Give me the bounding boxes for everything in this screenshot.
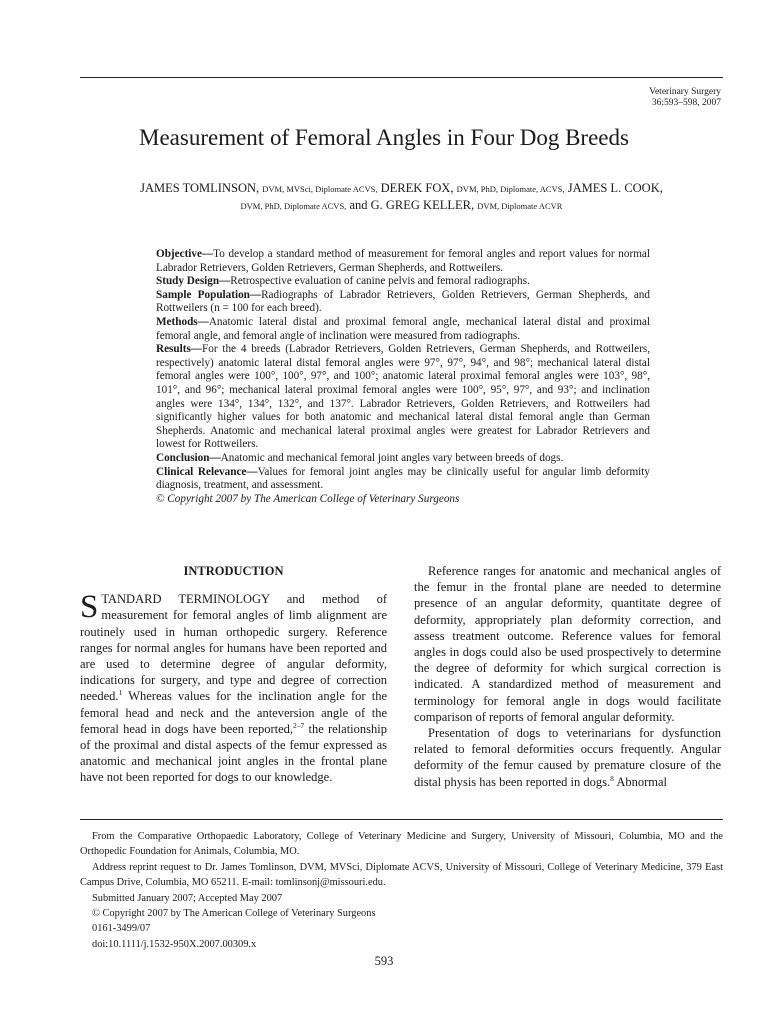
- author-degrees: DVM, PhD, Diplomate, ACVS,: [456, 184, 565, 194]
- abstract-conclusion: [156, 452, 650, 466]
- abstract-objective: [156, 248, 650, 275]
- abstract-label: Study Design—: [156, 275, 231, 288]
- intro-text: TANDARD TERMINOLOGY and method of measurement for femoral angles of limb alignment are routinely used in human orthopedic surgery. Reference ranges for normal angles for humans have been reported and are used to determine degree of angular deformity, indications for surgery, and type and degree of correction needed.: [80, 592, 387, 704]
- author-name: G. GREG KELLER,: [370, 198, 475, 212]
- author-name: JAMES TOMLINSON,: [140, 181, 260, 195]
- abstract-copyright: © Copyright 2007 by The American College of Veterinary Surgeons: [156, 492, 460, 505]
- abstract-results: [156, 343, 650, 452]
- author-degrees: DVM, MVSci, Diplomate ACVS,: [262, 184, 378, 194]
- author-degrees: DVM, PhD, Diplomate ACVS,: [240, 201, 347, 211]
- intro-paragraph-2: Reference ranges for anatomic and mechanical angles of the femur in the frontal plane are needed to determine presence of an angular deformity, quantitate degree of deformity, appropriately plan deformity correction, and assess treatment outcome. Reference values for femoral angles in dogs could also be used prospectively to determine the degree of deformity for which surgical correction is indicated. A standardized method of measurement and terminology for femoral angle in dogs would facilitate comparison of reports of femoral angular deformity.: [414, 564, 721, 724]
- abstract-text: To develop a standard method of measurement for femoral angles and report values for normal Labrador Retrievers, Golden Retrievers, German Shepherds, and Rottweilers.: [156, 248, 650, 274]
- abstract-text: Radiographs of Labrador Retrievers, Golden Retrievers, German Shepherds, and Rottweilers (n = 100 for each breed).: [156, 288, 650, 315]
- reference-link[interactable]: 1: [118, 688, 123, 698]
- author-degrees: DVM, Diplomate ACVR: [477, 201, 563, 211]
- journal-name: Veterinary Surgery: [649, 87, 721, 97]
- page-number: 593: [374, 954, 394, 968]
- article-title: Measurement of Femoral Angles in Four Dog Breeds: [139, 125, 629, 150]
- author-name: DEREK FOX,: [380, 181, 454, 195]
- reference-link[interactable]: 2–7: [293, 720, 305, 730]
- abstract-clinical-relevance: [156, 466, 650, 493]
- footnote-submitted: Submitted January 2007; Accepted May 2007: [92, 892, 283, 904]
- abstract-text: Retrospective evaluation of canine pelvis and femoral radiographs.: [230, 275, 530, 288]
- abstract-label: Objective—: [156, 248, 214, 260]
- footnote-reprint: Address reprint request to Dr. James Tomlinson, DVM, MVSci, Diplomate ACVS, University of Missouri, College of Veterinary Medicine, 379 East Campus Drive, Columbia, MO 65211. E-mail: tomlinsonj@missouri.edu.: [80, 861, 723, 889]
- footnote-copyright: © Copyright 2007 by The American College of Veterinary Surgeons: [92, 908, 376, 920]
- reference-link[interactable]: 8: [610, 773, 614, 783]
- abstract-label: Sample Population—: [156, 288, 262, 301]
- section-heading: INTRODUCTION: [183, 564, 284, 578]
- footnote-issn: 0161-3499/07: [92, 923, 151, 935]
- footnote-rule: [80, 819, 723, 820]
- intro-paragraph-1: [80, 591, 387, 785]
- author-name: JAMES L. COOK,: [567, 181, 663, 195]
- abstract-sample-population: [156, 289, 650, 316]
- abstract-text: Values for femoral joint angles may be clinically useful for angular limb deformity diagnosis, treatment, and assessment.: [156, 465, 650, 492]
- drop-cap: S: [80, 589, 99, 626]
- right-column: [414, 563, 721, 790]
- abstract-label: Clinical Relevance—: [156, 465, 258, 478]
- journal-volume: 36:593–598, 2007: [651, 98, 721, 108]
- abstract-label: Results—: [156, 343, 202, 356]
- journal-header: [649, 87, 721, 109]
- footnotes: [80, 829, 723, 952]
- abstract-text: Anatomic lateral distal and proximal femoral angle, mechanical lateral distal and proximal femoral angle, and femoral angle of inclination were measured from radiographs.: [156, 315, 650, 342]
- intro-text: the relationship of the proximal and distal aspects of the femur expressed as anatomic and mechanical joint angles in the frontal plane have not been reported for dogs to our knowledge.: [80, 721, 387, 785]
- intro-text: Whereas values for the inclination angle for the femoral head and neck and the anteversion angle of the femoral head in dogs have been reported,: [80, 689, 387, 736]
- abstract-methods: [156, 316, 650, 343]
- abstract-label: Conclusion—: [156, 451, 221, 464]
- abstract-text: For the 4 breeds (Labrador Retrievers, Golden Retrievers, German Shepherds, and Rottweilers, respectively) anatomic lateral distal femoral angles were 97°, 97°, 94°, and 98°; mechanical lateral distal femoral angles were 100°, 100°, 97°, and 100°; anatomic lateral proximal femoral angles were 103°, 98°, 101°, and 96°; mechanical lateral proximal femoral angles were 100°, 95°, 97°, and 93°; and inclination angles were 134°, 134°, 132°, and 137°. Labrador Retrievers, Golden Retrievers, and Rottweilers had significantly higher values for both anatomic and mechanical lateral distal femoral angle than German Shepherds. Anatomic and mechanical lateral proximal angles were greatest for Labrador Retrievers and lowest for Rottweilers.: [156, 343, 650, 451]
- footnote-doi: doi:10.1111/j.1532-950X.2007.00309.x: [92, 938, 257, 950]
- intro-paragraph-3: [414, 725, 721, 790]
- abstract: [156, 248, 650, 506]
- intro-text: Abnormal: [613, 774, 668, 789]
- abstract-study-design: [156, 275, 650, 289]
- author-list: [80, 180, 723, 214]
- intro-text: Presentation of dogs to veterinarians for dysfunction related to femoral deformities occurs frequently. Angular deformity of the femur caused by premature closure of the distal physis has been reported in dogs.: [414, 726, 721, 789]
- author-conjunction: and: [349, 198, 368, 212]
- left-column: [80, 563, 387, 786]
- abstract-label: Methods—: [156, 315, 209, 328]
- abstract-text: Anatomic and mechanical femoral joint angles vary between breeds of dogs.: [220, 451, 564, 464]
- footnote-affiliation: From the Comparative Orthopaedic Laboratory, College of Veterinary Medicine and Surgery, University of Missouri, Columbia, MO and the Orthopedic Foundation for Animals, Columbia, MO.: [80, 831, 723, 858]
- top-rule: [80, 77, 723, 78]
